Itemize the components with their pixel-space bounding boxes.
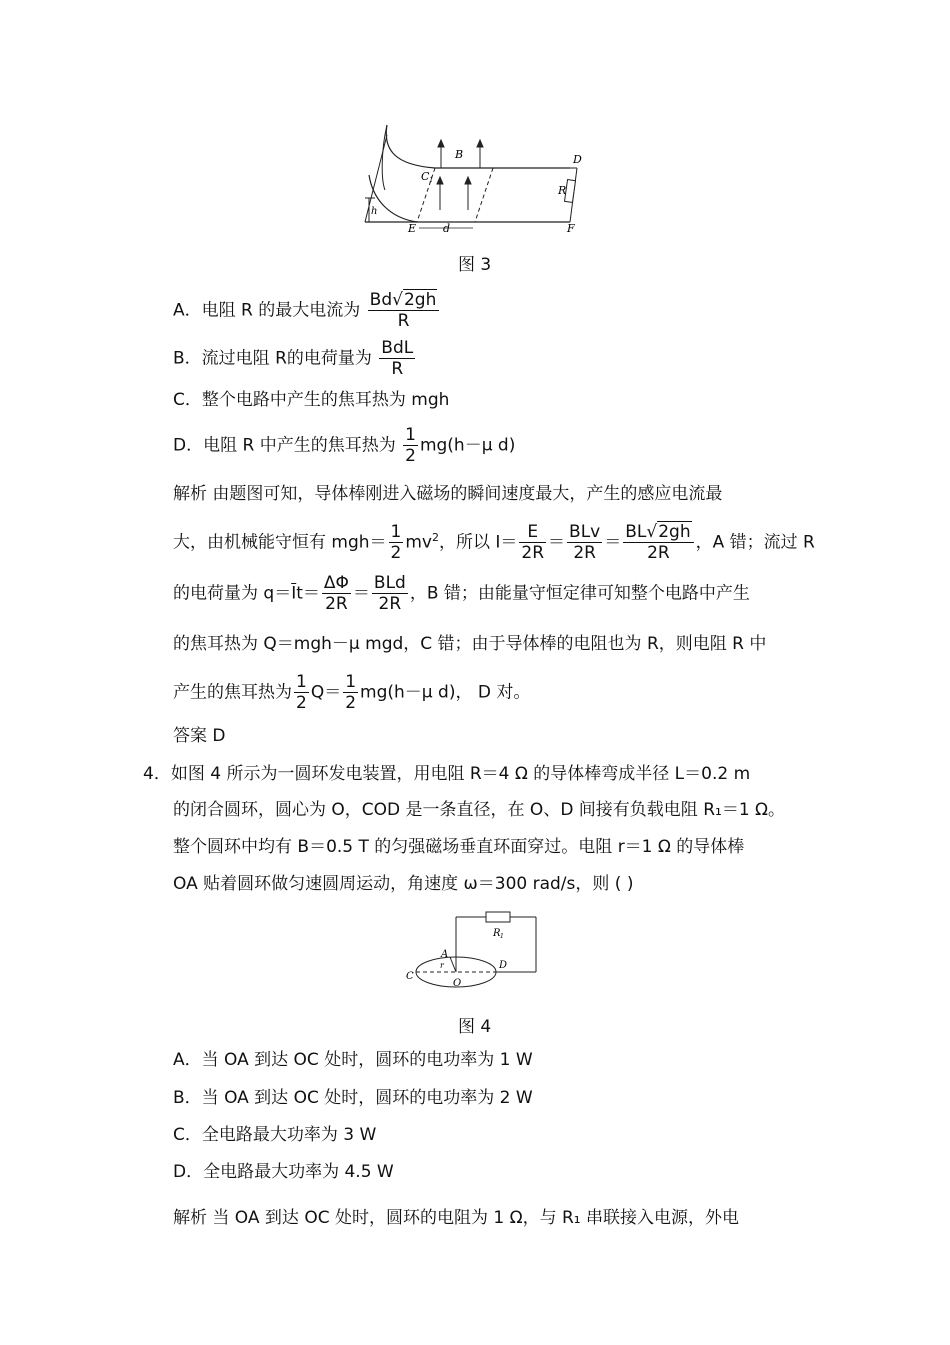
analysis-3-line3-t: t＝	[296, 583, 320, 604]
analysis-3-frac-BLv: $\frac{\text{BLv}}{2R}$	[569, 522, 601, 563]
analysis-3-line5-a: 产生的焦耳热为	[173, 682, 292, 703]
analysis-3-line4: 的焦耳热为 Q＝mgh－μ mgd，C 错；由于导体棒的电阻也为 R，则电阻 R 中	[173, 634, 767, 654]
analysis-3-line2-a: 大，由机械能守恒有 mgh＝	[173, 532, 387, 553]
option-3A-num: Bd	[369, 290, 393, 310]
option-3D-num: 1	[405, 425, 416, 445]
option-3B-den: R	[391, 359, 404, 379]
label-h: h	[371, 206, 378, 217]
analysis-3-line5-c: mg(h－μ d)， D 对。	[360, 682, 531, 703]
analysis-3-Ibar: $\overline{I}$	[291, 583, 297, 604]
analysis-3-frac-E: $\frac{E}{2R}$	[521, 522, 545, 563]
option-3B	[173, 338, 417, 379]
option-3A-den: R	[397, 311, 410, 331]
analysis-3-line2-c: ，所以 I＝	[438, 532, 518, 553]
analysis-3-line3-a: 的电荷量为 q＝	[173, 583, 292, 604]
rod-OA	[450, 957, 456, 972]
option-3D-fraction	[403, 425, 418, 466]
label-E: E	[408, 222, 417, 235]
resistor-R1	[486, 912, 510, 922]
analysis-3-frac-half2: $\frac{1}{2}$	[345, 672, 357, 713]
label-R1: R	[493, 928, 501, 939]
analysis-3-line2	[173, 522, 815, 563]
label-C-sub: 1	[429, 176, 434, 184]
label-A: A	[441, 949, 449, 960]
option-3A-fraction: $\frac{Bd√2gh}{R}$	[368, 290, 440, 331]
figure-4-caption: 图 4	[458, 1017, 492, 1037]
analysis-3-eq3: ＝	[352, 583, 370, 604]
option-3A	[173, 290, 441, 331]
label-C: C	[421, 170, 430, 183]
figure-4-diagram	[400, 905, 550, 995]
question-4-line2: 的闭合圆环，圆心为 O，COD 是一条直径，在 O、D 间接有负载电阻 R₁＝1 Ω。	[173, 800, 786, 820]
option-3D-den: 2	[405, 446, 416, 466]
label-D: D	[499, 960, 508, 971]
question-4-line3: 整个圆环中均有 B＝0.5 T 的匀强磁场垂直环面穿过。电阻 r＝1 Ω 的导体棒	[173, 837, 745, 857]
answer-3: 答案 D	[173, 726, 226, 746]
label-O: O	[453, 978, 462, 989]
option-4B: B．当 OA 到达 OC 处时，圆环的电功率为 2 W	[173, 1088, 533, 1108]
analysis-3-line2-d: ，A 错；流过 R	[695, 532, 815, 553]
analysis-3-line2-b: mv	[405, 532, 432, 553]
analysis-3-frac-dPhi: $\frac{\Delta\Phi}{2R}$	[323, 573, 349, 614]
question-4-line1: 4．如图 4 所示为一圆环发电装置，用电阻 R＝4 Ω 的导体棒弯成半径 L＝0.2 m	[143, 764, 751, 784]
analysis-3-frac-BL-sqrt: $\frac{BL√2gh}{2R}$	[623, 522, 693, 563]
question-4-line4: OA 贴着圆环做匀速圆周运动，角速度 ω＝300 rad/s，则 ( )	[173, 874, 634, 894]
label-r: r	[440, 961, 444, 970]
option-3A-text: A．电阻 R 的最大电流为	[173, 300, 361, 321]
option-3B-fraction	[379, 338, 415, 379]
analysis-3-half: $\frac{1}{2}$	[390, 522, 402, 563]
option-3D-text: D．电阻 R 中产生的焦耳热为	[173, 435, 396, 456]
label-C: C	[406, 971, 414, 982]
field-boundary-right	[475, 168, 493, 222]
option-4C: C．全电路最大功率为 3 W	[173, 1125, 377, 1145]
option-3D-tail: mg(h－μ d)	[419, 435, 516, 456]
option-3D	[173, 425, 515, 466]
curved-rail-upper	[386, 125, 435, 168]
figure-3-diagram	[355, 120, 595, 235]
option-3A-sqrt: 2gh	[403, 290, 437, 310]
option-3C: C．整个电路中产生的焦耳热为 mgh	[173, 390, 450, 410]
label-F: F	[567, 222, 575, 235]
label-R1-sub: 1	[500, 933, 504, 940]
analysis-3-line3	[173, 573, 750, 614]
label-D: D	[573, 153, 582, 166]
analysis-3-frac-half1: $\frac{1}{2}$	[296, 672, 307, 713]
analysis-3-eq1: ＝	[548, 532, 566, 553]
analysis-3-eq2: ＝	[604, 532, 622, 553]
figure-3-caption: 图 3	[458, 255, 492, 275]
option-3B-text: B．流过电阻 R的电荷量为	[173, 348, 372, 369]
analysis-3-line1: 解析 由题图可知，导体棒刚进入磁场的瞬间速度最大，产生的感应电流最	[173, 484, 723, 504]
option-3B-num: BdL	[381, 338, 414, 358]
analysis-3-line5	[173, 672, 530, 713]
option-4A: A．当 OA 到达 OC 处时，圆环的电功率为 1 W	[173, 1050, 533, 1070]
analysis-3-sup: 2	[431, 530, 439, 544]
label-B: B	[455, 148, 464, 161]
analysis-4-line1: 解析 当 OA 到达 OC 处时，圆环的电阻为 1 Ω，与 R₁ 串联接入电源，外电	[173, 1208, 740, 1228]
analysis-3-line5-b: Q＝	[310, 682, 342, 703]
label-d: d	[443, 222, 451, 235]
option-4D: D．全电路最大功率为 4.5 W	[173, 1162, 394, 1182]
analysis-3-line3-b: ，B 错；由能量守恒定律可知整个电路中产生	[409, 583, 750, 604]
label-R: R	[558, 184, 567, 197]
analysis-3-frac-BLd: $\frac{\text{BLd}}{2R}$	[373, 573, 406, 614]
